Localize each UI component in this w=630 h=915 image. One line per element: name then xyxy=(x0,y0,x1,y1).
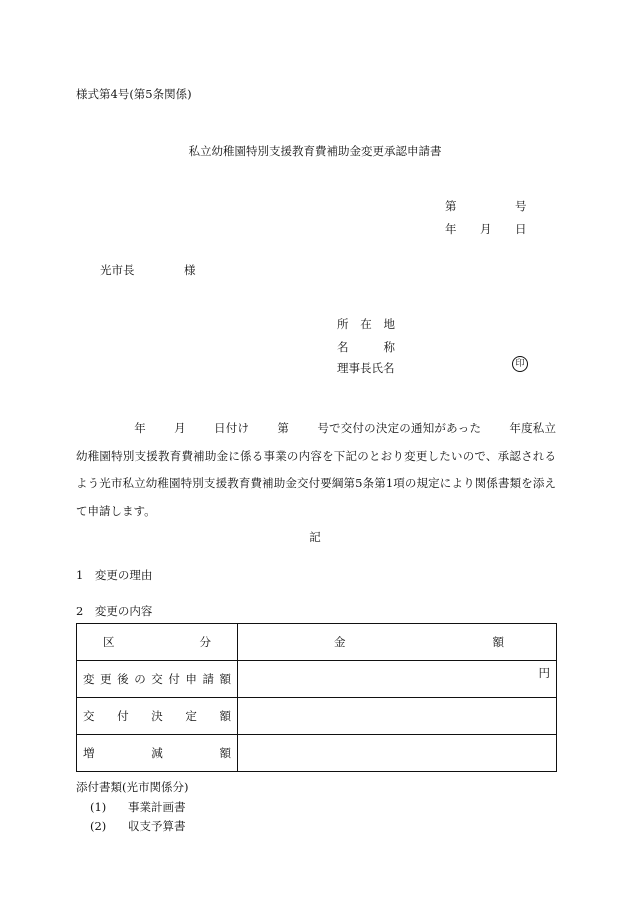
label-char: 後 xyxy=(117,672,129,686)
date-day: 日 xyxy=(515,222,527,236)
applicant-name-label xyxy=(337,339,395,355)
chairman-name-label: 理事長氏名 xyxy=(337,361,395,375)
amount-cell[interactable] xyxy=(238,698,557,735)
date-year: 年 xyxy=(445,222,457,236)
section-change-content: 2 変更の内容 xyxy=(76,604,153,618)
label-char: 決 xyxy=(151,709,163,723)
attachment-number: (1) xyxy=(90,800,107,814)
label-char: 名 xyxy=(337,340,349,354)
body-notice: 号で交付の決定の通知があった xyxy=(317,421,482,435)
label-char: 請 xyxy=(202,672,214,686)
form-number: 様式第4号(第5条関係) xyxy=(76,87,192,101)
section-change-reason: 1 変更の理由 xyxy=(76,568,153,582)
doc-number-dai: 第 xyxy=(445,199,457,213)
doc-number-go: 号 xyxy=(515,199,527,213)
attachments-title: 添付書類(光市関係分) xyxy=(76,780,189,794)
addressee-name: 光市長 xyxy=(100,263,135,277)
row-label-decided-amount xyxy=(77,698,238,735)
label-char: 額 xyxy=(219,746,231,760)
amount-cell[interactable] xyxy=(238,661,557,698)
ki-heading: 記 xyxy=(309,530,321,544)
label-char: 在 xyxy=(360,317,372,331)
label-char: 増 xyxy=(83,746,95,760)
amount-cell[interactable] xyxy=(238,735,557,772)
yen-unit: 円 xyxy=(538,666,550,680)
label-char: 減 xyxy=(151,746,163,760)
document-title: 私立幼稚園特別支援教育費補助金変更承認申請書 xyxy=(188,144,442,158)
body-date-suffix: 日付け xyxy=(213,421,250,435)
seal-mark: 印 xyxy=(512,356,528,372)
header-char: 額 xyxy=(492,635,504,649)
label-char: 変 xyxy=(83,672,95,686)
row-label-changed-amount xyxy=(77,661,238,698)
table-header-row xyxy=(77,624,557,661)
label-char: 付 xyxy=(168,672,180,686)
attachment-text: 収支予算書 xyxy=(128,819,186,833)
amount-table xyxy=(76,623,557,772)
label-char: 額 xyxy=(219,672,231,686)
label-char: 更 xyxy=(100,672,112,686)
label-char: 申 xyxy=(185,672,197,686)
label-char: 定 xyxy=(185,709,197,723)
label-char: 称 xyxy=(383,340,395,354)
header-char: 分 xyxy=(199,635,211,649)
body-month: 月 xyxy=(173,421,186,435)
label-char: 交 xyxy=(83,709,95,723)
label-char: の xyxy=(134,672,146,686)
addressee-honorific: 様 xyxy=(184,263,196,277)
header-char: 区 xyxy=(103,635,115,649)
date-month: 月 xyxy=(480,222,492,236)
attachment-item xyxy=(90,799,186,815)
applicant-address-label xyxy=(337,316,395,332)
label-char: 交 xyxy=(151,672,163,686)
header-kubun xyxy=(77,624,238,661)
body-dai: 第 xyxy=(277,421,290,435)
table-row xyxy=(77,735,557,772)
label-char: 地 xyxy=(383,317,395,331)
body-year: 年 xyxy=(134,421,146,435)
attachment-number: (2) xyxy=(90,819,107,833)
label-char: 所 xyxy=(337,317,349,331)
header-kingaku xyxy=(238,624,557,661)
attachment-text: 事業計画書 xyxy=(128,800,186,814)
header-char: 金 xyxy=(334,635,346,649)
label-char: 額 xyxy=(219,709,231,723)
attachment-item xyxy=(90,818,186,834)
body-text: 年度私立幼稚園特別支援教育費補助金に係る事業の内容を下記のとおり変更したいので、承認されるよう光市私立幼稚園特別支援教育費補助金交付要綱第5条第1項の規定により関係書類を添えて申請します。 xyxy=(76,421,556,518)
label-char: 付 xyxy=(117,709,129,723)
table-row xyxy=(77,661,557,698)
row-label-difference xyxy=(77,735,238,772)
table-row xyxy=(77,698,557,735)
body-paragraph xyxy=(76,415,556,525)
